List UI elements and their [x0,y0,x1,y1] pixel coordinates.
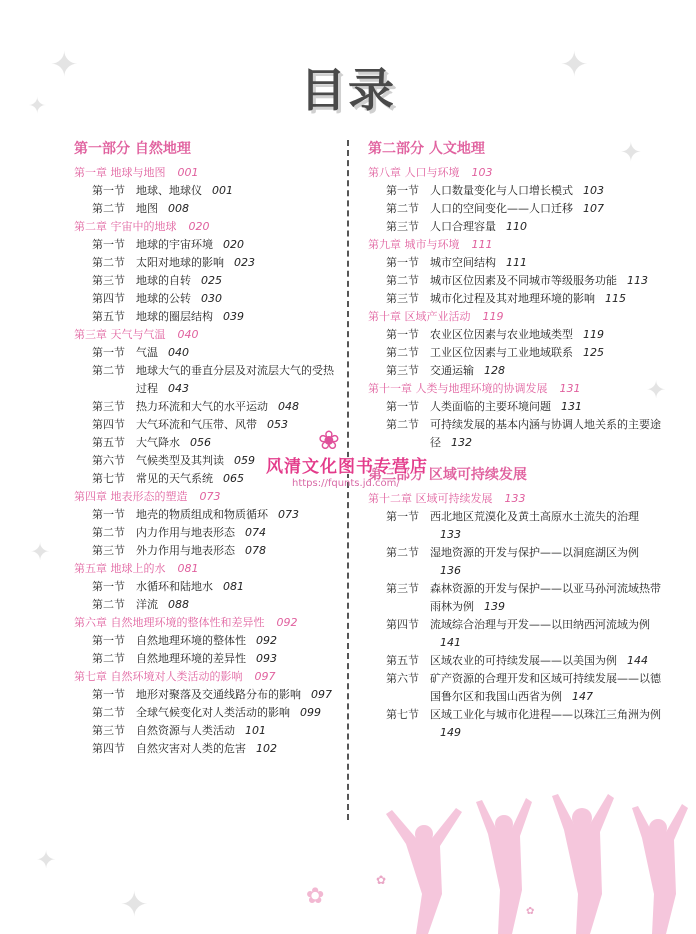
section-number: 第七节 [386,708,419,721]
section-title-wrap [136,722,344,740]
section-title: 热力环流和大气的水平运动 [136,400,268,413]
section-title: 常见的天气系统 [136,472,213,485]
section-page: 056 [190,436,211,449]
chapter-page: 073 [199,490,221,503]
section-title-wrap [430,616,668,652]
section-title: 地球、地球仪 [136,184,202,197]
section-page: 001 [212,184,233,197]
chapter-label: 第二章 宇宙中的地球 [74,220,177,233]
section-row [368,416,668,452]
section-title: 农业区位因素与农业地域类型 [430,328,573,341]
section-row [74,254,344,272]
section-title-wrap [430,652,668,670]
chapter-page: 020 [188,220,210,233]
chapter-heading [74,668,344,686]
section-row [368,344,668,362]
section-title-wrap [136,650,344,668]
chapter-heading [368,236,668,254]
section-page: 030 [201,292,222,305]
section-title-wrap [430,706,668,742]
section-number: 第二节 [92,256,125,269]
chapter-heading [74,614,344,632]
section-page: 141 [440,636,461,649]
section-number: 第三节 [92,544,125,557]
section-number: 第四节 [386,618,419,631]
star-decoration-icon: ✦ [620,138,642,168]
section-number: 第一节 [92,688,125,701]
section-page: 101 [245,724,266,737]
section-title-wrap [136,236,344,254]
section-page: 065 [223,472,244,485]
section-title-wrap [430,398,668,416]
chapter-page: 103 [471,166,493,179]
section-page: 059 [234,454,255,467]
section-title-wrap [136,398,344,416]
section-row [368,218,668,236]
section-title-wrap [136,506,344,524]
section-title-wrap [136,272,344,290]
section-title-wrap [430,254,668,272]
section-title-wrap [430,362,668,380]
section-row [368,580,668,616]
section-title-wrap [136,524,344,542]
section-title-wrap [136,344,344,362]
star-decoration-icon: ✦ [36,846,57,874]
section-title: 气温 [136,346,158,359]
chapter-heading [74,218,344,236]
section-page: 131 [561,400,582,413]
section-title: 全球气候变化对人类活动的影响 [136,706,290,719]
section-row [74,506,344,524]
chapter-page: 081 [177,562,199,575]
section-row [74,434,344,452]
section-number: 第三节 [386,582,419,595]
section-row [368,254,668,272]
section-page: 113 [627,274,648,287]
section-number: 第五节 [386,654,419,667]
chapter-page: 131 [559,382,581,395]
section-title-wrap [430,272,668,290]
section-row [74,632,344,650]
section-page: 139 [484,600,505,613]
chapter-label: 第五章 地球上的水 [74,562,166,575]
section-number: 第一节 [386,184,419,197]
svg-text:✿: ✿ [526,906,535,917]
chapter-page: 111 [471,238,493,251]
section-title-wrap [136,542,344,560]
section-title: 外力作用与地表形态 [136,544,235,557]
section-title-wrap [430,182,668,200]
chapter-heading [368,380,668,398]
section-page: 020 [223,238,244,251]
section-number: 第三节 [386,220,419,233]
section-title-wrap [430,218,668,236]
section-title: 大气环流和气压带、风带 [136,418,257,431]
section-row [74,398,344,416]
section-row [74,542,344,560]
section-number: 第五节 [92,310,125,323]
section-row [74,722,344,740]
section-page: 107 [583,202,604,215]
part-heading: 第二部分 人文地理 [368,141,485,157]
section-title: 地球大气的垂直分层及对流层大气的受热过程 [136,364,334,395]
section-number: 第三节 [92,274,125,287]
dancers-silhouette-decoration [376,794,696,934]
section-row [74,650,344,668]
chapter-page: 133 [504,492,526,505]
section-title-wrap [430,580,668,616]
section-page: 088 [168,598,189,611]
star-decoration-icon: ✦ [50,45,79,85]
section-title-wrap [136,704,344,722]
section-title: 区域工业化与城市化进程——以珠江三角洲为例 [430,708,661,721]
section-number: 第二节 [92,598,125,611]
section-number: 第一节 [92,508,125,521]
section-number: 第三节 [386,364,419,377]
section-title: 区域农业的可持续发展——以美国为例 [430,654,617,667]
section-page: 144 [627,654,648,667]
section-page: 119 [583,328,604,341]
section-title: 人类面临的主要环境问题 [430,400,551,413]
section-title-wrap [136,686,344,704]
section-row [74,290,344,308]
section-title: 城市化过程及其对地理环境的影响 [430,292,595,305]
section-title: 人口合理容量 [430,220,496,233]
chapter-heading [74,326,344,344]
section-title: 森林资源的开发与保护——以亚马孙河流域热带雨林为例 [430,582,661,613]
section-number: 第一节 [386,256,419,269]
section-page: 110 [506,220,527,233]
section-page: 092 [256,634,277,647]
section-title-wrap [430,416,668,452]
section-title-wrap [136,434,344,452]
section-title: 地球的自转 [136,274,191,287]
section-number: 第二节 [386,546,419,559]
section-page: 048 [278,400,299,413]
chapter-label: 第十一章 人类与地理环境的协调发展 [368,382,548,395]
section-title: 西北地区荒漠化及黄土高原水土流失的治理 [430,510,639,523]
section-title-wrap [430,290,668,308]
section-title-wrap [430,670,668,706]
section-page: 133 [440,528,461,541]
section-title: 洋流 [136,598,158,611]
section-page: 043 [168,382,189,395]
section-title: 湿地资源的开发与保护——以洞庭湖区为例 [430,546,639,559]
section-page: 149 [440,726,461,739]
chapter-heading [368,164,668,182]
section-title-wrap [136,200,344,218]
section-row [74,344,344,362]
section-title-wrap [430,326,668,344]
section-title-wrap [430,544,668,580]
section-number: 第三节 [92,724,125,737]
section-number: 第一节 [92,634,125,647]
section-row [74,236,344,254]
section-row [74,740,344,758]
section-title-wrap [136,182,344,200]
section-title: 地壳的物质组成和物质循环 [136,508,268,521]
section-number: 第七节 [92,472,125,485]
section-number: 第二节 [386,202,419,215]
section-page: 025 [201,274,222,287]
section-title-wrap [136,740,344,758]
star-decoration-icon: ✦ [120,885,149,925]
section-title: 自然资源与人类活动 [136,724,235,737]
section-title: 地图 [136,202,158,215]
section-title-wrap [136,290,344,308]
section-title: 地球的圈层结构 [136,310,213,323]
flower-decoration-icon: ✿ [306,884,325,909]
section-title: 地球的宇宙环境 [136,238,213,251]
section-page: 125 [583,346,604,359]
section-number: 第一节 [386,510,419,523]
section-number: 第四节 [92,418,125,431]
svg-text:✿: ✿ [376,873,387,887]
section-page: 081 [223,580,244,593]
section-title: 地球的公转 [136,292,191,305]
section-number: 第二节 [386,346,419,359]
section-title: 自然地理环境的整体性 [136,634,246,647]
section-row [74,524,344,542]
section-row [74,362,344,398]
section-row [368,272,668,290]
section-page: 099 [300,706,321,719]
watermark-url: https://fqunts.jd.com/ [292,478,400,489]
star-decoration-icon: ✦ [646,376,667,404]
section-title: 城市区位因素及不同城市等级服务功能 [430,274,617,287]
section-number: 第二节 [386,274,419,287]
section-row [74,686,344,704]
chapter-page: 040 [177,328,199,341]
chapter-page: 119 [482,310,504,323]
section-number: 第二节 [386,418,419,431]
part-heading: 第一部分 自然地理 [74,141,191,157]
section-title-wrap [430,200,668,218]
section-title-wrap [136,416,344,434]
section-page: 115 [605,292,626,305]
section-number: 第四节 [92,742,125,755]
section-row [74,578,344,596]
section-title: 矿产资源的合理开发和区域可持续发展——以德国鲁尔区和我国山西省为例 [430,672,661,703]
section-page: 093 [256,652,277,665]
section-title: 工业区位因素与工业地域联系 [430,346,573,359]
section-number: 第二节 [92,706,125,719]
section-page: 073 [278,508,299,521]
section-page: 132 [451,436,472,449]
section-row [368,544,668,580]
chapter-label: 第八章 人口与环境 [368,166,460,179]
section-title-wrap [136,308,344,326]
lotus-logo-icon: ❀ [318,426,340,456]
section-row [368,706,668,742]
section-title-wrap [430,344,668,362]
section-title: 流域综合治理与开发——以田纳西河流域为例 [430,618,650,631]
section-row [74,308,344,326]
section-page: 103 [583,184,604,197]
section-title: 人口的空间变化——人口迁移 [430,202,573,215]
section-row [368,670,668,706]
star-decoration-icon: ✦ [28,94,47,119]
section-row [368,508,668,544]
watermark-store-name: 风清文化图书专营店 [266,457,428,477]
chapter-label: 第七章 自然环境对人类活动的影响 [74,670,243,683]
page-title: 目录 [300,63,396,117]
section-page: 008 [168,202,189,215]
section-page: 111 [506,256,527,269]
toc-left-column [74,138,344,758]
section-title-wrap [430,508,668,544]
section-page: 074 [245,526,266,539]
section-page: 023 [234,256,255,269]
star-decoration-icon: ✦ [30,538,51,566]
section-title: 气候类型及其判读 [136,454,224,467]
section-page: 078 [245,544,266,557]
section-row [368,362,668,380]
chapter-heading [74,488,344,506]
section-number: 第一节 [92,184,125,197]
section-number: 第三节 [92,400,125,413]
section-number: 第一节 [386,328,419,341]
chapter-heading [74,164,344,182]
section-number: 第一节 [386,400,419,413]
section-title: 交通运输 [430,364,474,377]
section-row [368,398,668,416]
section-row [368,200,668,218]
section-number: 第二节 [92,364,125,377]
section-number: 第六节 [386,672,419,685]
section-number: 第二节 [92,652,125,665]
chapter-label: 第一章 地球与地图 [74,166,166,179]
chapter-page: 092 [276,616,298,629]
section-row [74,182,344,200]
section-title: 人口数量变化与人口增长模式 [430,184,573,197]
chapter-label: 第九章 城市与环境 [368,238,460,251]
section-row [368,326,668,344]
section-title: 太阳对地球的影响 [136,256,224,269]
section-title: 内力作用与地表形态 [136,526,235,539]
section-page: 136 [440,564,461,577]
section-number: 第二节 [92,202,125,215]
chapter-page: 001 [177,166,199,179]
section-row [74,272,344,290]
section-page: 147 [572,690,593,703]
section-number: 第三节 [386,292,419,305]
section-title: 水循环和陆地水 [136,580,213,593]
chapter-label: 第六章 自然地理环境的整体性和差异性 [74,616,265,629]
section-title-wrap [136,254,344,272]
section-row [74,200,344,218]
star-decoration-icon: ✦ [560,45,589,85]
section-title-wrap [136,578,344,596]
chapter-heading [74,560,344,578]
section-page: 040 [168,346,189,359]
section-page: 097 [311,688,332,701]
section-page: 053 [267,418,288,431]
section-row [368,616,668,652]
chapter-label: 第十二章 区域可持续发展 [368,492,493,505]
section-number: 第六节 [92,454,125,467]
chapter-page: 097 [254,670,276,683]
section-row [368,182,668,200]
section-page: 039 [223,310,244,323]
section-title-wrap [136,362,344,398]
section-title-wrap [136,632,344,650]
chapter-label: 第十章 区域产业活动 [368,310,471,323]
section-title-wrap [136,596,344,614]
toc-right-column [368,138,668,742]
section-page: 102 [256,742,277,755]
section-number: 第二节 [92,526,125,539]
section-page: 128 [484,364,505,377]
part-heading: 第三部分 区域可持续发展 [368,467,527,483]
section-number: 第一节 [92,346,125,359]
section-row [368,290,668,308]
chapter-heading [368,308,668,326]
section-number: 第一节 [92,238,125,251]
section-row [74,416,344,434]
section-title: 城市空间结构 [430,256,496,269]
section-title: 地形对聚落及交通线路分布的影响 [136,688,301,701]
section-row [74,704,344,722]
section-row [74,596,344,614]
section-title: 自然地理环境的差异性 [136,652,246,665]
section-row [368,652,668,670]
section-number: 第一节 [92,580,125,593]
section-title: 大气降水 [136,436,180,449]
chapter-label: 第三章 天气与气温 [74,328,166,341]
section-title: 可持续发展的基本内涵与协调人地关系的主要途径 [430,418,661,449]
section-number: 第四节 [92,292,125,305]
section-number: 第五节 [92,436,125,449]
chapter-heading [368,490,668,508]
section-title: 自然灾害对人类的危害 [136,742,246,755]
chapter-label: 第四章 地表形态的塑造 [74,490,188,503]
